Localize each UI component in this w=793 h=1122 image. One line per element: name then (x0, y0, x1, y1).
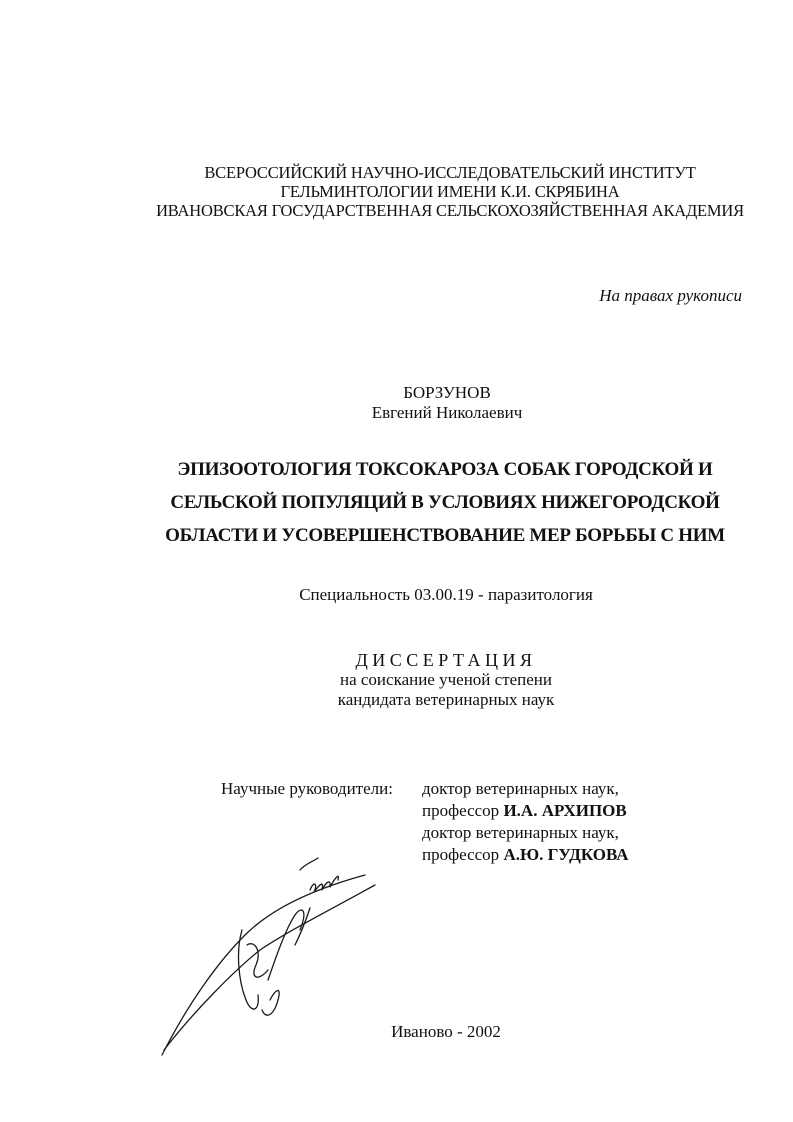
specialty: Специальность 03.00.19 - паразитология (299, 585, 593, 604)
institution-line-1: ВСЕРОССИЙСКИЙ НАУЧНО-ИССЛЕДОВАТЕЛЬСКИЙ ИНСТИТУТ (204, 163, 696, 182)
degree-line-1: на соискание ученой степени (339, 670, 553, 689)
author-given-names: Евгений Николаевич (371, 403, 523, 422)
institution-line-2: ГЕЛЬМИНТОЛОГИИ ИМЕНИ К.И. СКРЯБИНА (280, 182, 620, 201)
rights-note: На правах рукописи (599, 286, 742, 305)
supervisors-label: Научные руководители: (221, 779, 393, 798)
supervisor-1-title: профессор (422, 801, 500, 820)
institution-line-3: ИВАНОВСКАЯ ГОСУДАРСТВЕННАЯ СЕЛЬСКОХОЗЯЙСТВЕННАЯ АКАДЕМИЯ (156, 201, 744, 220)
title-line-1: ЭПИЗООТОЛОГИЯ ТОКСОКАРОЗА СОБАК ГОРОДСКОЙ И (177, 459, 713, 480)
dissertation-heading: ДИССЕРТАЦИЯ (355, 650, 537, 670)
supervisor-2-degree: доктор ветеринарных наук, (422, 823, 619, 842)
supervisor-2-name: А.Ю. ГУДКОВА (503, 845, 629, 864)
supervisor-1-name: И.А. АРХИПОВ (503, 801, 627, 820)
dissertation-block (246, 650, 646, 710)
supervisor-2 (422, 844, 629, 866)
supervisor-2-title: профессор (422, 845, 500, 864)
title-line-2: СЕЛЬСКОЙ ПОПУЛЯЦИЙ В УСЛОВИЯХ НИЖЕГОРОДСКОЙ (170, 492, 720, 513)
dissertation-title (90, 453, 793, 552)
city-year: Иваново - 2002 (391, 1022, 501, 1041)
institutions-header (100, 163, 793, 220)
title-line-3: ОБЛАСТИ И УСОВЕРШЕНСТВОВАНИЕ МЕР БОРЬБЫ С НИМ (165, 525, 725, 546)
supervisor-1-degree: доктор ветеринарных наук, (422, 779, 619, 798)
degree-line-2: кандидата ветеринарных наук (337, 690, 555, 709)
author-surname: БОРЗУНОВ (403, 383, 491, 402)
author-block (247, 383, 647, 423)
supervisor-1 (422, 800, 627, 822)
